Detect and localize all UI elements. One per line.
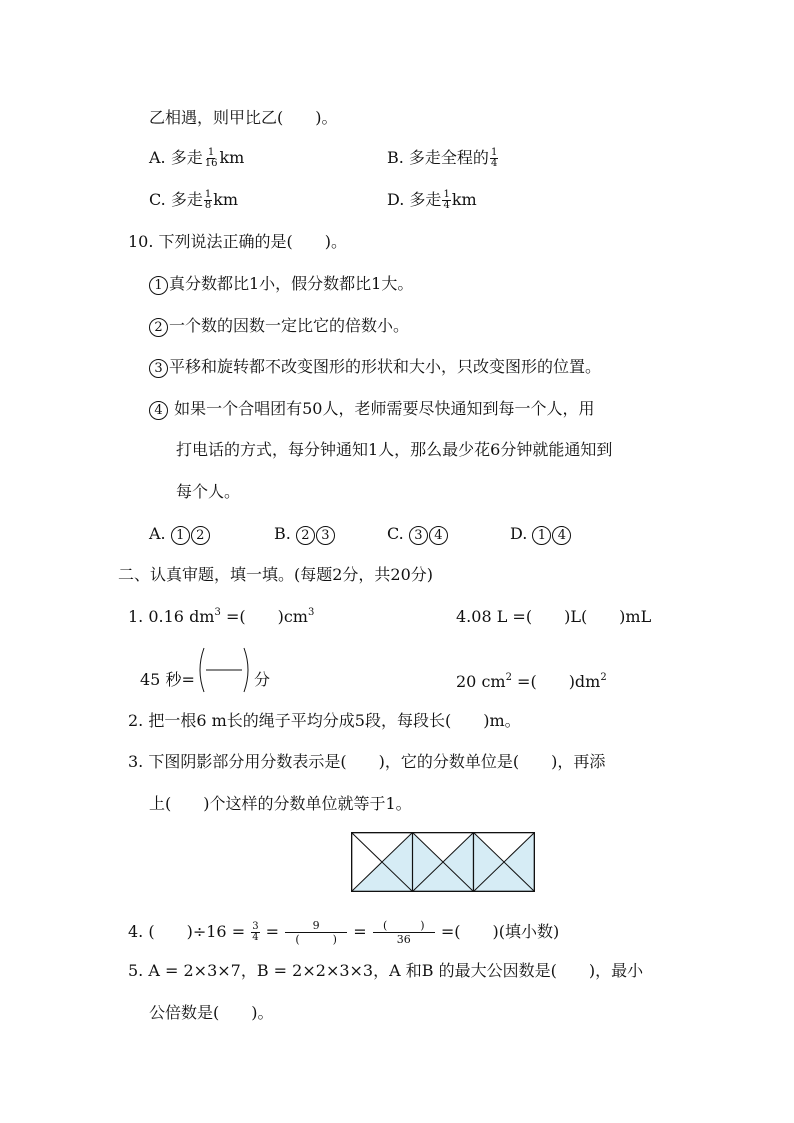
shaded-rectangle-figure [351, 832, 535, 892]
q10-statement-4-line2: 打电话的方式，每分钟通知1人，那么最少花6分钟就能通知到 [176, 440, 613, 459]
option-label: A. 多走 [149, 148, 203, 167]
q10-statement-1: 1 真分数都比1小，假分数都比1大。 [149, 274, 413, 295]
circled-number: 2 [191, 526, 210, 545]
fill-3-line2[interactable]: 上( )个这样的分数单位就等于1。 [149, 794, 412, 813]
fill-3-line1[interactable]: 3. 下图阴影部分用分数表示是( )，它的分数单位是( )，再添 [128, 752, 606, 771]
figure-square-1 [352, 833, 413, 892]
q10-option-b[interactable]: B. 2 3 [274, 524, 336, 545]
figure-square-3 [474, 833, 535, 892]
q10-statement-2: 2 一个数的因数一定比它的倍数小。 [149, 316, 409, 337]
circled-number: 4 [429, 526, 448, 545]
fraction: $\frac{1}{16}$ [204, 147, 218, 169]
fraction-blank[interactable]: $\frac{9}{( )}$ [285, 919, 347, 946]
fraction: $\frac{3}{4}$ [252, 921, 259, 943]
q10-stem: 10. 下列说法正确的是( )。 [128, 232, 348, 251]
q10-option-c[interactable]: C. 3 4 [387, 524, 449, 545]
q9-option-a[interactable]: A. 多走 $\frac{1}{16}$ km [149, 147, 245, 169]
fraction-blank[interactable]: $\frac{( )}{36}$ [373, 919, 435, 946]
fraction: $\frac{1}{4}$ [490, 147, 498, 169]
fill-1d[interactable]: 20 $cm^2$ =( )$dm^2$ [456, 672, 607, 691]
q9-tail: 乙相遇，则甲比乙( )。 [149, 108, 338, 127]
option-label: D. 多走 [387, 190, 442, 209]
option-label: B. 多走全程的 [387, 148, 489, 167]
fill-1a[interactable]: 1. 0.16 $dm^3$ =( )$cm^3$ [128, 607, 315, 626]
fill-5-line2[interactable]: 公倍数是( )。 [149, 1003, 274, 1022]
fill-1c-unit: 分 [254, 670, 271, 689]
q10-option-a[interactable]: A. 1 2 [149, 524, 211, 545]
circled-number: 3 [409, 526, 428, 545]
circled-number: 1 [149, 276, 168, 295]
paren-fraction-blank[interactable] [196, 646, 252, 694]
fill-1b[interactable]: 4.08 L =( )L( )mL [456, 607, 652, 626]
fill-4[interactable]: 4. ( )÷16 = $\frac{3}{4}$ = $\frac{9}{( )}$ = $\frac{( )}{36}$ =( )(填小数) [128, 919, 560, 946]
circled-number: 1 [171, 526, 190, 545]
fill-1c[interactable]: 45 秒= [140, 670, 195, 689]
q10-statement-3: 3 平移和旋转都不改变图形的形状和大小，只改变图形的位置。 [149, 357, 601, 378]
fill-2[interactable]: 2. 把一根6 m长的绳子平均分成5段，每段长( )m。 [128, 711, 521, 730]
q9-option-c[interactable]: C. 多走 $\frac{1}{8}$ km [149, 189, 239, 211]
fraction: $\frac{1}{8}$ [204, 189, 212, 211]
q9-option-d[interactable]: D. 多走 $\frac{1}{4}$ km [387, 189, 477, 211]
circled-number: 3 [149, 359, 168, 378]
circled-number: 4 [552, 526, 571, 545]
circled-number: 1 [532, 526, 551, 545]
q10-statement-4: 4 如果一个合唱团有50人，老师需要尽快通知到每一个人，用 [149, 399, 594, 420]
q10-option-d[interactable]: D. 1 4 [510, 524, 572, 545]
circled-number: 3 [316, 526, 335, 545]
fraction: $\frac{1}{4}$ [443, 189, 450, 211]
circled-number: 4 [149, 401, 168, 420]
figure-square-2 [413, 833, 474, 892]
section-title: 二、认真审题，填一填。(每题2分，共20分) [118, 565, 434, 584]
circled-number: 2 [149, 318, 168, 337]
q10-statement-4-line3: 每个人。 [176, 482, 241, 501]
fill-5-line1[interactable]: 5. A = 2×3×7，B = 2×2×3×3，A 和B 的最大公因数是( )，最小 [128, 961, 644, 980]
q9-option-b[interactable] [387, 148, 499, 169]
circled-number: 2 [296, 526, 315, 545]
option-label: C. 多走 [149, 190, 203, 209]
